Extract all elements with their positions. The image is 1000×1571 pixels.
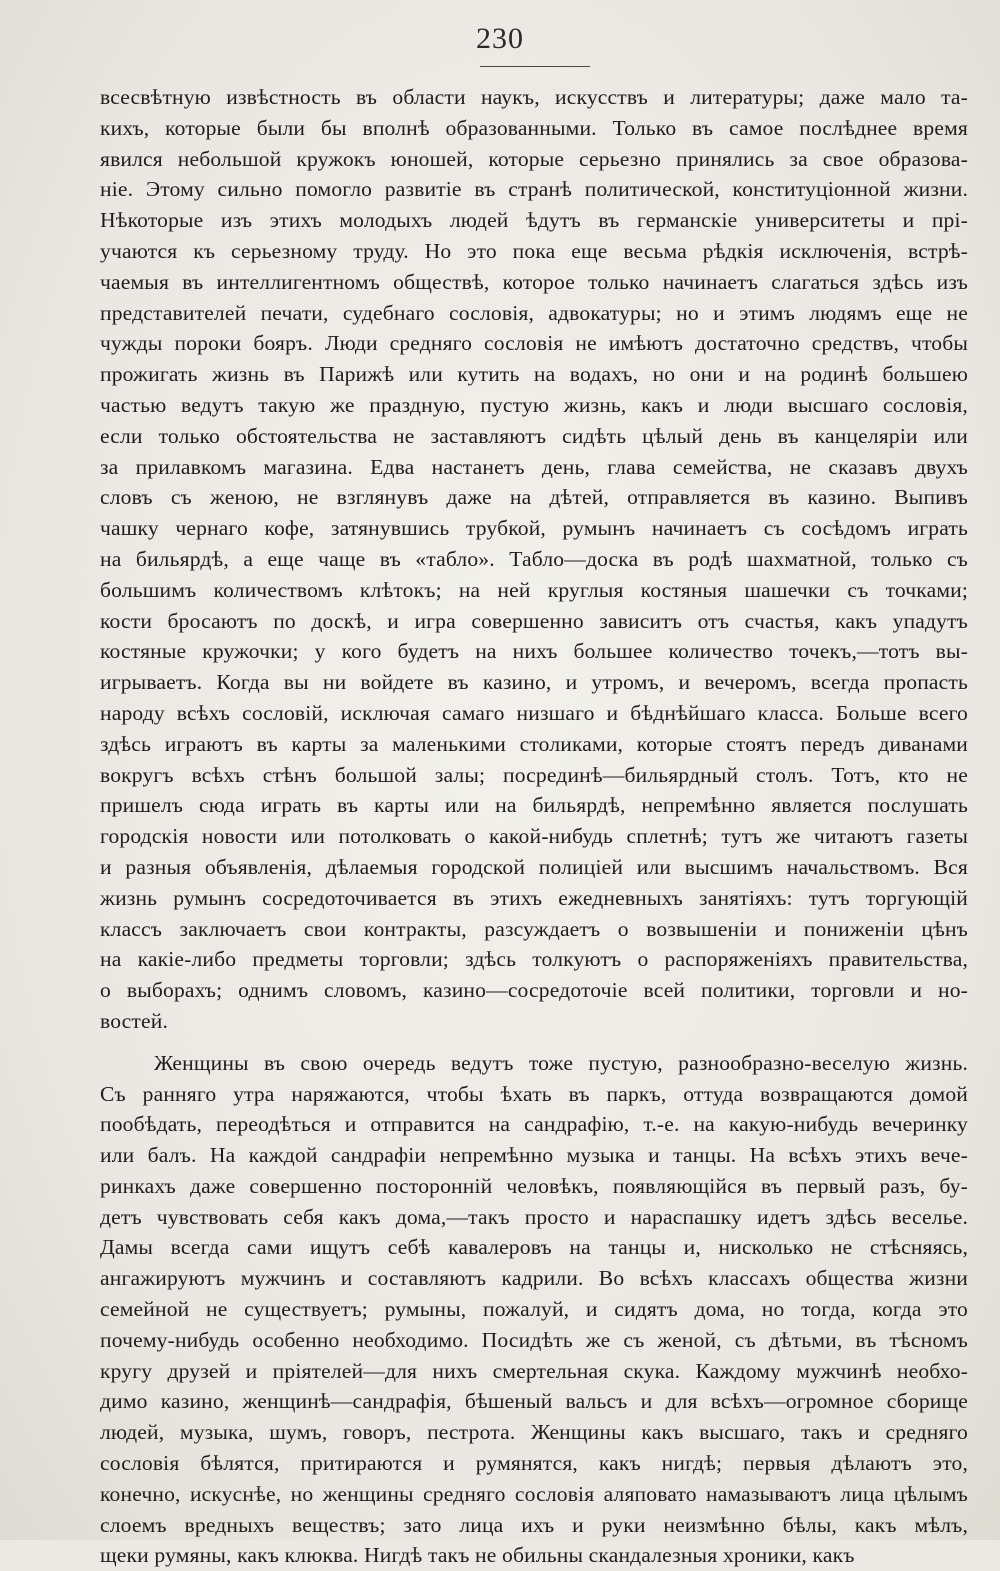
text-line: народу всѣхъ сословій, исключая самаго низшаго и бѣднѣйшаго класса. Больше всего	[100, 700, 968, 725]
page-number: 230	[476, 22, 524, 55]
text-line: кругу друзей и пріятелей—для нихъ смертельная скука. Каждому мужчинѣ необхо-	[100, 1358, 968, 1383]
text-line: чашку чернаго кофе, затянувшись трубкой, румынъ начинаетъ съ сосѣдомъ играть	[100, 516, 968, 541]
paragraph	[100, 82, 968, 1037]
text-line: Съ ранняго утра наряжаются, чтобы ѣхать въ паркъ, оттуда возвращаются домой	[100, 1081, 968, 1106]
text-line: явился небольшой кружокъ юношей, которые серьезно принялись за свое образова-	[100, 146, 968, 171]
text-line: прожигать жизнь въ Парижѣ или кутить на водахъ, но они и на родинѣ большею	[100, 362, 968, 387]
text-line: Нѣкоторые изъ этихъ молодыхъ людей ѣдутъ въ германскіе университеты и прі-	[100, 208, 968, 233]
text-line: на бильярдѣ, а еще чаще въ «табло». Табло—доска въ родѣ шахматной, только съ	[100, 546, 968, 571]
text-line: сословія бѣлятся, притираются и румянятся, какъ нигдѣ; первыя дѣлаютъ это,	[100, 1451, 968, 1476]
text-line: Женщины въ свою очередь ведутъ тоже пустую, разнообразно-веселую жизнь.	[154, 1050, 968, 1075]
text-line: димо казино, женщинѣ—сандрафія, бѣшеный вальсъ и для всѣхъ—огромное сборище	[100, 1389, 968, 1414]
text-line: чужды пороки бояръ. Люди средняго сословія не имѣютъ достаточно средствъ, чтобы	[100, 331, 968, 356]
text-line: вокругъ всѣхъ стѣнъ большой залы; посрединѣ—бильярдный столъ. Тотъ, кто не	[100, 762, 968, 787]
text-line: ринкахъ даже совершенно посторонній человѣкъ, появляющійся въ первый разъ, бу-	[100, 1173, 968, 1198]
text-line: словъ съ женою, не взглянувъ даже на дѣтей, отправляется въ казино. Выпивъ	[100, 485, 968, 510]
text-line: слоемъ вредныхъ веществъ; зато лица ихъ и руки неизмѣнно бѣлы, какъ мѣлъ,	[100, 1512, 968, 1537]
text-line: или балъ. На каждой сандрафіи непремѣнно музыка и танцы. На всѣхъ этихъ вече-	[100, 1143, 968, 1168]
text-line: пришелъ сюда играть въ карты или на бильярдѣ, непремѣнно является послушать	[100, 793, 968, 818]
text-line: частью ведутъ такую же праздную, пустую жизнь, какъ и люди высшаго сословія,	[100, 392, 968, 417]
header-rule	[480, 66, 590, 67]
text-line: классъ заключаетъ свои контракты, разсуждаетъ о возвышеніи и пониженіи цѣнъ	[100, 916, 968, 941]
text-line: ніе. Этому сильно помогло развитіе въ странѣ политической, конституціонной жизни.	[100, 177, 968, 202]
text-line: большимъ количествомъ клѣтокъ; на ней круглыя костяныя шашечки съ точками;	[100, 577, 968, 602]
text-line: почему-нибудь особенно необходимо. Посидѣть же съ женой, съ дѣтьми, въ тѣсномъ	[100, 1327, 968, 1352]
text-line: щеки румяны, какъ клюква. Нигдѣ такъ не обильны скандалезныя хроники, какъ	[100, 1543, 855, 1568]
text-line: детъ чувствовать себя какъ дома,—такъ просто и нараспашку идетъ здѣсь веселье.	[100, 1204, 968, 1229]
text-line: представителей печати, судебнаго сословія, адвокатуры; но и этимъ людямъ еще не	[100, 300, 968, 325]
text-line: и разныя объявленія, дѣлаемыя городской полиціей или высшимъ начальствомъ. Вся	[100, 854, 968, 879]
text-line: Дамы всегда сами ищутъ себѣ кавалеровъ на танцы и, нисколько не стѣсняясь,	[100, 1235, 968, 1260]
text-line: на какіе-либо предметы торговли; здѣсь толкуютъ о распоряженіяхъ правительства,	[100, 947, 968, 972]
text-line: людей, музыка, шумъ, говоръ, пестрота. Женщины какъ высшаго, такъ и средняго	[100, 1420, 968, 1445]
text-line: кихъ, которые были бы вполнѣ образованными. Только въ самое послѣднее время	[100, 115, 968, 140]
text-line: конечно, искуснѣе, но женщины средняго сословія аляповато намазываютъ лица цѣлымъ	[100, 1481, 968, 1506]
text-line: о выборахъ; однимъ словомъ, казино—сосредоточіе всей политики, торговли и но-	[100, 978, 968, 1003]
text-line: востей.	[100, 1008, 168, 1033]
text-line: жизнь румынъ сосредоточивается въ этихъ ежедневныхъ занятіяхъ: тутъ торгующій	[100, 885, 968, 910]
text-line: игрываетъ. Когда вы ни войдете въ казино, и утромъ, и вечеромъ, всегда пропасть	[100, 670, 968, 695]
text-line: ангажируютъ мужчинъ и составляютъ кадрили. Во всѣхъ классахъ общества жизни	[100, 1266, 968, 1291]
text-line: чаемыя въ интеллигентномъ обществѣ, которое только начинаетъ слагаться здѣсь изъ	[100, 269, 968, 294]
text-line: за прилавкомъ магазина. Едва настанетъ день, глава семейства, не сказавъ двухъ	[100, 454, 968, 479]
body-text	[100, 82, 968, 1571]
text-line: учаются къ серьезному труду. Но это пока еще весьма рѣдкія исключенія, встрѣ-	[100, 238, 968, 263]
text-line: костяные кружочки; у кого будетъ на нихъ большее количество точекъ,—тотъ вы-	[100, 639, 968, 664]
text-line: кости бросаютъ по доскѣ, и игра совершенно зависитъ отъ счастья, какъ упадутъ	[100, 608, 968, 633]
paragraph	[100, 1048, 968, 1571]
text-line: если только обстоятельства не заставляютъ сидѣть цѣлый день въ канцеляріи или	[100, 423, 968, 448]
text-line: семейной не существуетъ; румыны, пожалуй, и сидятъ дома, но тогда, когда это	[100, 1297, 968, 1322]
text-line: всесвѣтную извѣстность въ области наукъ, искусствъ и литературы; даже мало та-	[100, 85, 968, 109]
text-line: пообѣдать, переодѣться и отправится на сандрафію, т.-е. на какую-нибудь вечеринку	[100, 1112, 968, 1137]
text-line: городскія новости или потолковать о какой-нибудь сплетнѣ; тутъ же читаютъ газеты	[100, 824, 968, 849]
text-line: здѣсь играютъ въ карты за маленькими столиками, которые стоятъ передъ диванами	[100, 731, 968, 756]
